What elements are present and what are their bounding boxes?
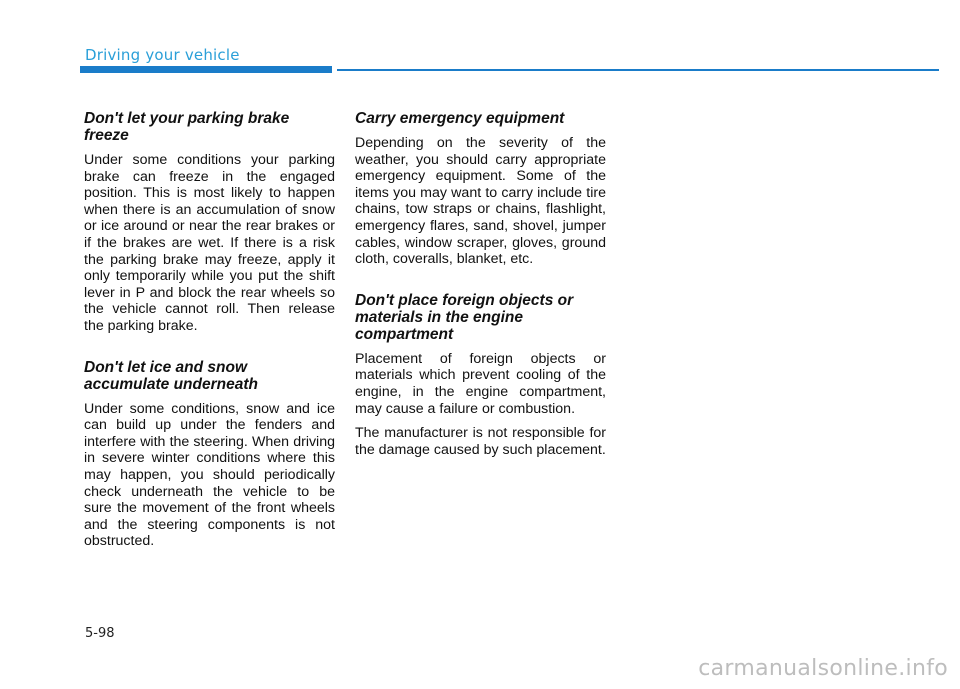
left-column xyxy=(84,110,335,558)
heading-emergency-equipment: Carry emergency equipment xyxy=(355,110,565,127)
watermark: carmanualsonline.info xyxy=(698,656,948,681)
body-foreign-objects-2: The manufacturer is not responsible for the damage caused by such placement. xyxy=(355,425,606,458)
section-title: Driving your vehicle xyxy=(85,46,240,64)
header-rule-thick xyxy=(80,66,332,73)
page-number: 5-98 xyxy=(85,626,115,641)
body-ice-snow: Under some conditions, snow and ice can build up under the fenders and interfere with the steering. When driving in severe winter conditions where this may happen, you should periodically check underneath the vehicle to be sure the movement of the front wheels and the steering components is not obstructed. xyxy=(84,400,335,550)
header-rule-thin xyxy=(337,69,939,71)
heading-ice-snow: Don't let ice and snow accumulate underneath xyxy=(84,358,258,393)
heading-foreign-objects: Don't place foreign objects or materials in the engine compartment xyxy=(355,291,574,343)
body-parking-brake: Under some conditions your parking brake can freeze in the engaged position. This is most likely to happen when there is an accumulation of snow or ice around or near the rear brakes or if the brakes are wet. If there is a risk the parking brake may freeze, apply it only temporarily while you put the shift lever in P and block the rear wheels so the vehicle cannot roll. Then release the parking brake. xyxy=(84,152,335,334)
body-foreign-objects-1: Placement of foreign objects or materials which prevent cooling of the engine, in the engine compartment, may cause a failure or combustion. xyxy=(355,350,606,417)
body-emergency-equipment: Depending on the severity of the weather, you should carry appropriate emergency equipment. Some of the items you may want to carry include tire chains, tow straps or chains, flashlight, emergency flares, sand, shovel, jumper cables, window scraper, gloves, ground cloth, coveralls, blanket, etc. xyxy=(355,135,606,268)
heading-parking-brake: Don't let your parking brake freeze xyxy=(84,110,290,144)
right-column xyxy=(355,110,606,466)
